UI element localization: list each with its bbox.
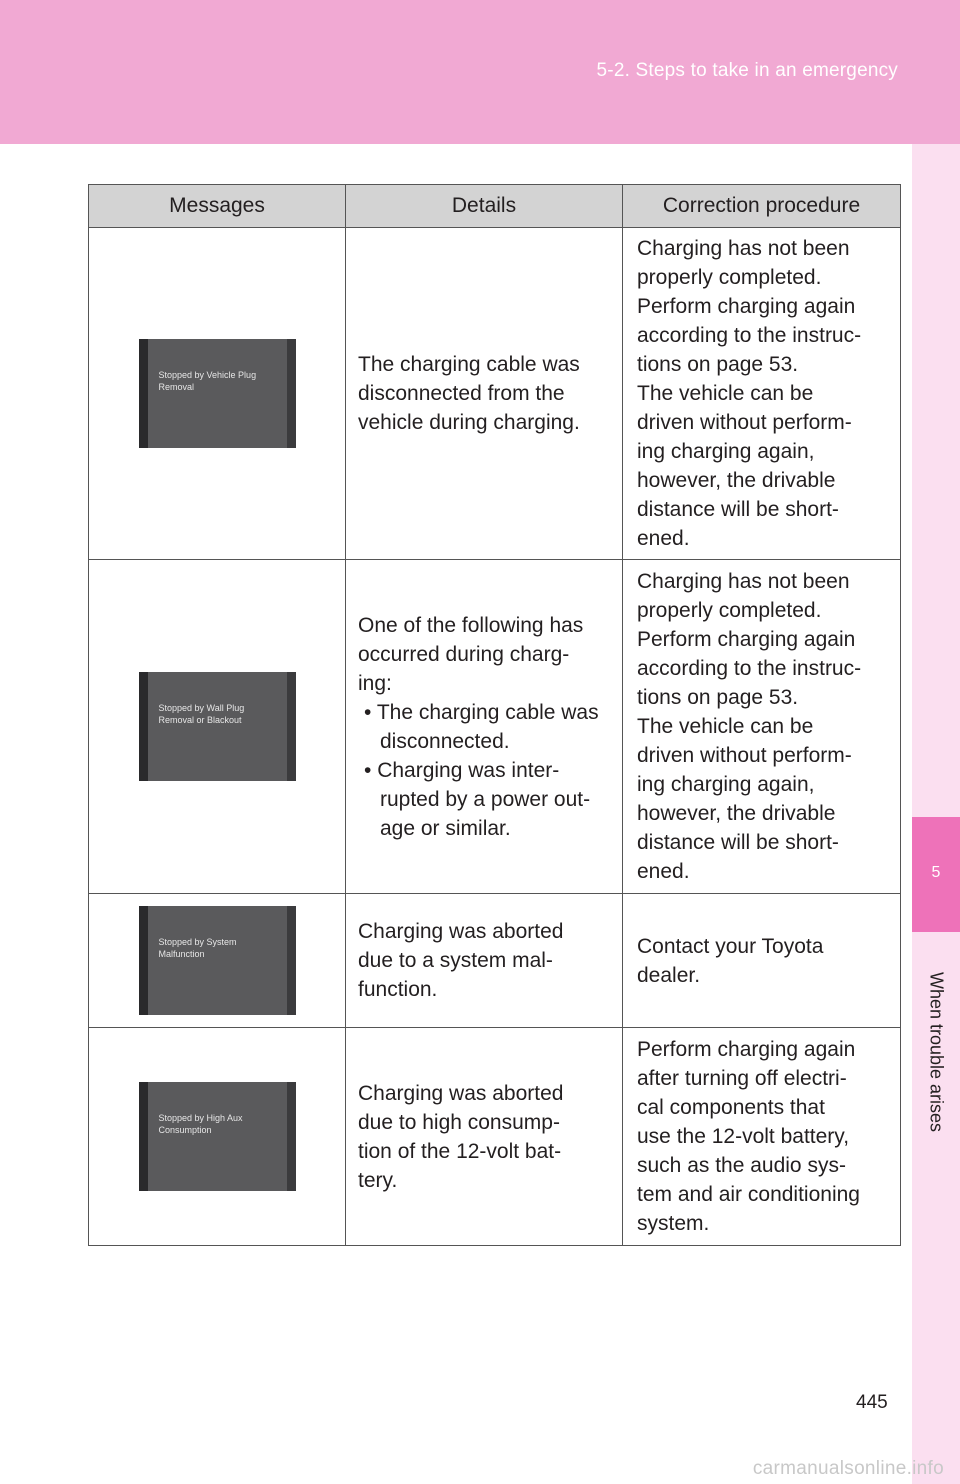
details-line: occurred during charg- (358, 642, 570, 666)
correction-line: properly completed. (637, 266, 822, 289)
details-cell (346, 1028, 623, 1246)
details-line: tery. (358, 1168, 398, 1192)
messages-table (88, 184, 901, 1246)
message-cell (89, 894, 346, 1028)
correction-cell (623, 894, 901, 1028)
correction-line: ing charging again, (637, 440, 815, 463)
details-cell (346, 560, 623, 894)
correction-line: ened. (637, 527, 690, 550)
correction-line: properly completed. (637, 599, 822, 622)
correction-line: tem and air conditioning (637, 1183, 860, 1206)
correction-line: Contact your Toyota (637, 934, 824, 958)
details-line: One of the following has (358, 613, 584, 637)
correction-line: use the 12-volt battery, (637, 1125, 850, 1148)
correction-line: driven without perform- (637, 411, 852, 434)
correction-line: such as the audio sys- (637, 1154, 846, 1177)
correction-line: The vehicle can be (637, 715, 814, 738)
details-bullet: • The charging cable was disconnected. (364, 700, 599, 753)
page-number: 445 (856, 1392, 888, 1413)
correction-line: tions on page 53. (637, 686, 799, 709)
message-screen-image (139, 906, 296, 1015)
details-line: due to a system mal- (358, 949, 553, 972)
correction-line: Perform charging again (637, 628, 856, 651)
correction-line: distance will be short- (637, 498, 839, 521)
correction-line: driven without perform- (637, 744, 852, 767)
details-bullet-text: The charging cable was disconnected. (376, 700, 599, 753)
correction-line: dealer. (637, 963, 701, 987)
column-header-details: Details (346, 185, 623, 228)
correction-line: however, the drivable (637, 469, 836, 492)
screen-message-text: Stopped by System Malfunction (158, 937, 237, 959)
message-cell (89, 1028, 346, 1246)
section-title: 5-2. Steps to take in an emergency (596, 60, 898, 81)
correction-line: however, the drivable (637, 802, 836, 825)
screen-message-text: Stopped by Vehicle Plug Removal (158, 370, 257, 392)
screen-message-text: Stopped by High Aux Consumption (158, 1113, 243, 1135)
message-screen-image (139, 1082, 296, 1191)
message-screen-image (139, 672, 296, 781)
correction-line: tions on page 53. (637, 353, 799, 376)
correction-line: The vehicle can be (637, 382, 814, 405)
correction-line: Perform charging again (637, 295, 856, 318)
correction-cell (623, 1028, 901, 1246)
chapter-number: 5 (931, 864, 941, 881)
correction-line: according to the instruc- (637, 657, 862, 680)
details-line: The charging cable was (358, 353, 580, 376)
correction-line: according to the instruc- (637, 324, 862, 347)
side-strip (912, 144, 960, 1484)
correction-cell (623, 228, 901, 560)
details-line: vehicle during charging. (358, 411, 580, 434)
details-cell (346, 228, 623, 560)
correction-line: Charging has not been (637, 570, 850, 593)
chapter-title: When trouble arises (926, 971, 947, 1133)
message-screen-image (139, 339, 296, 448)
correction-line: ened. (637, 860, 690, 883)
details-bullet: • Charging was inter- rupted by a power out- age or similar. (364, 758, 591, 840)
message-cell (89, 560, 346, 894)
correction-line: cal components that (637, 1096, 825, 1119)
column-header-correction: Correction procedure (623, 185, 901, 228)
details-cell (346, 894, 623, 1028)
details-line: tion of the 12-volt bat- (358, 1139, 562, 1163)
correction-line: distance will be short- (637, 831, 839, 854)
message-cell (89, 228, 346, 560)
details-line: disconnected from the (358, 382, 565, 405)
watermark: carmanualsonline.info (752, 1458, 944, 1479)
table-row (89, 560, 901, 894)
correction-line: after turning off electri- (637, 1067, 847, 1090)
table-row (89, 228, 901, 560)
screen-message-text: Stopped by Wall Plug Removal or Blackout (158, 703, 245, 725)
correction-line: Charging has not been (637, 237, 850, 260)
table-row (89, 894, 901, 1028)
details-line: function. (358, 978, 438, 1001)
correction-cell (623, 560, 901, 894)
details-line: Charging was aborted (358, 920, 564, 943)
correction-line: Perform charging again (637, 1038, 856, 1061)
details-line: ing: (358, 671, 392, 695)
correction-line: system. (637, 1212, 710, 1235)
details-bullet-text: Charging was inter- rupted by a power out- age or similar. (377, 758, 591, 840)
details-line: due to high consump- (358, 1110, 560, 1134)
column-header-messages: Messages (89, 185, 346, 228)
table-row (89, 1028, 901, 1246)
correction-line: ing charging again, (637, 773, 815, 796)
table-header-row (89, 185, 901, 228)
details-line: Charging was aborted (358, 1081, 564, 1105)
